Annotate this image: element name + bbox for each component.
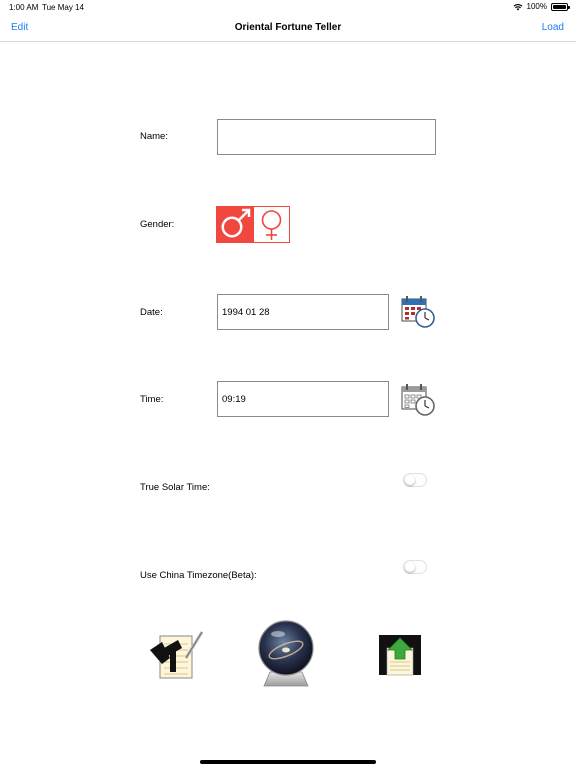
date-input[interactable] (217, 294, 389, 330)
calendar-clock-icon[interactable] (400, 383, 436, 417)
time-label: Time: (140, 394, 164, 405)
name-input[interactable] (217, 119, 436, 155)
battery-percent: 100% (526, 2, 547, 11)
status-bar (0, 0, 576, 14)
time-input[interactable] (217, 381, 389, 417)
male-symbol-icon[interactable] (216, 206, 253, 243)
load-disk-upload-icon[interactable] (378, 632, 422, 678)
toggle-knob (405, 562, 415, 572)
female-symbol-icon[interactable] (253, 206, 290, 243)
load-button[interactable]: Load (541, 22, 564, 33)
name-label: Name: (140, 131, 168, 142)
navigation-bar (0, 14, 576, 42)
save-notepad-icon[interactable] (148, 628, 206, 682)
wifi-icon (513, 3, 523, 11)
status-time: 1:00 AM (9, 3, 39, 12)
calendar-clock-icon[interactable] (400, 295, 436, 329)
page-title: Oriental Fortune Teller (234, 22, 342, 33)
true-solar-time-toggle[interactable] (403, 473, 427, 487)
status-date: Tue May 14 (42, 3, 84, 12)
home-indicator (200, 760, 376, 764)
toggle-knob (405, 475, 415, 485)
date-label: Date: (140, 307, 163, 318)
gender-label: Gender: (140, 219, 175, 230)
true-solar-time-label: True Solar Time: (140, 482, 210, 493)
edit-button[interactable]: Edit (11, 22, 29, 33)
crystal-ball-galaxy-icon[interactable] (256, 616, 316, 690)
status-right (513, 2, 568, 11)
battery-icon (551, 3, 568, 11)
china-timezone-toggle[interactable] (403, 560, 427, 574)
china-timezone-label: Use China Timezone(Beta): (140, 570, 257, 581)
